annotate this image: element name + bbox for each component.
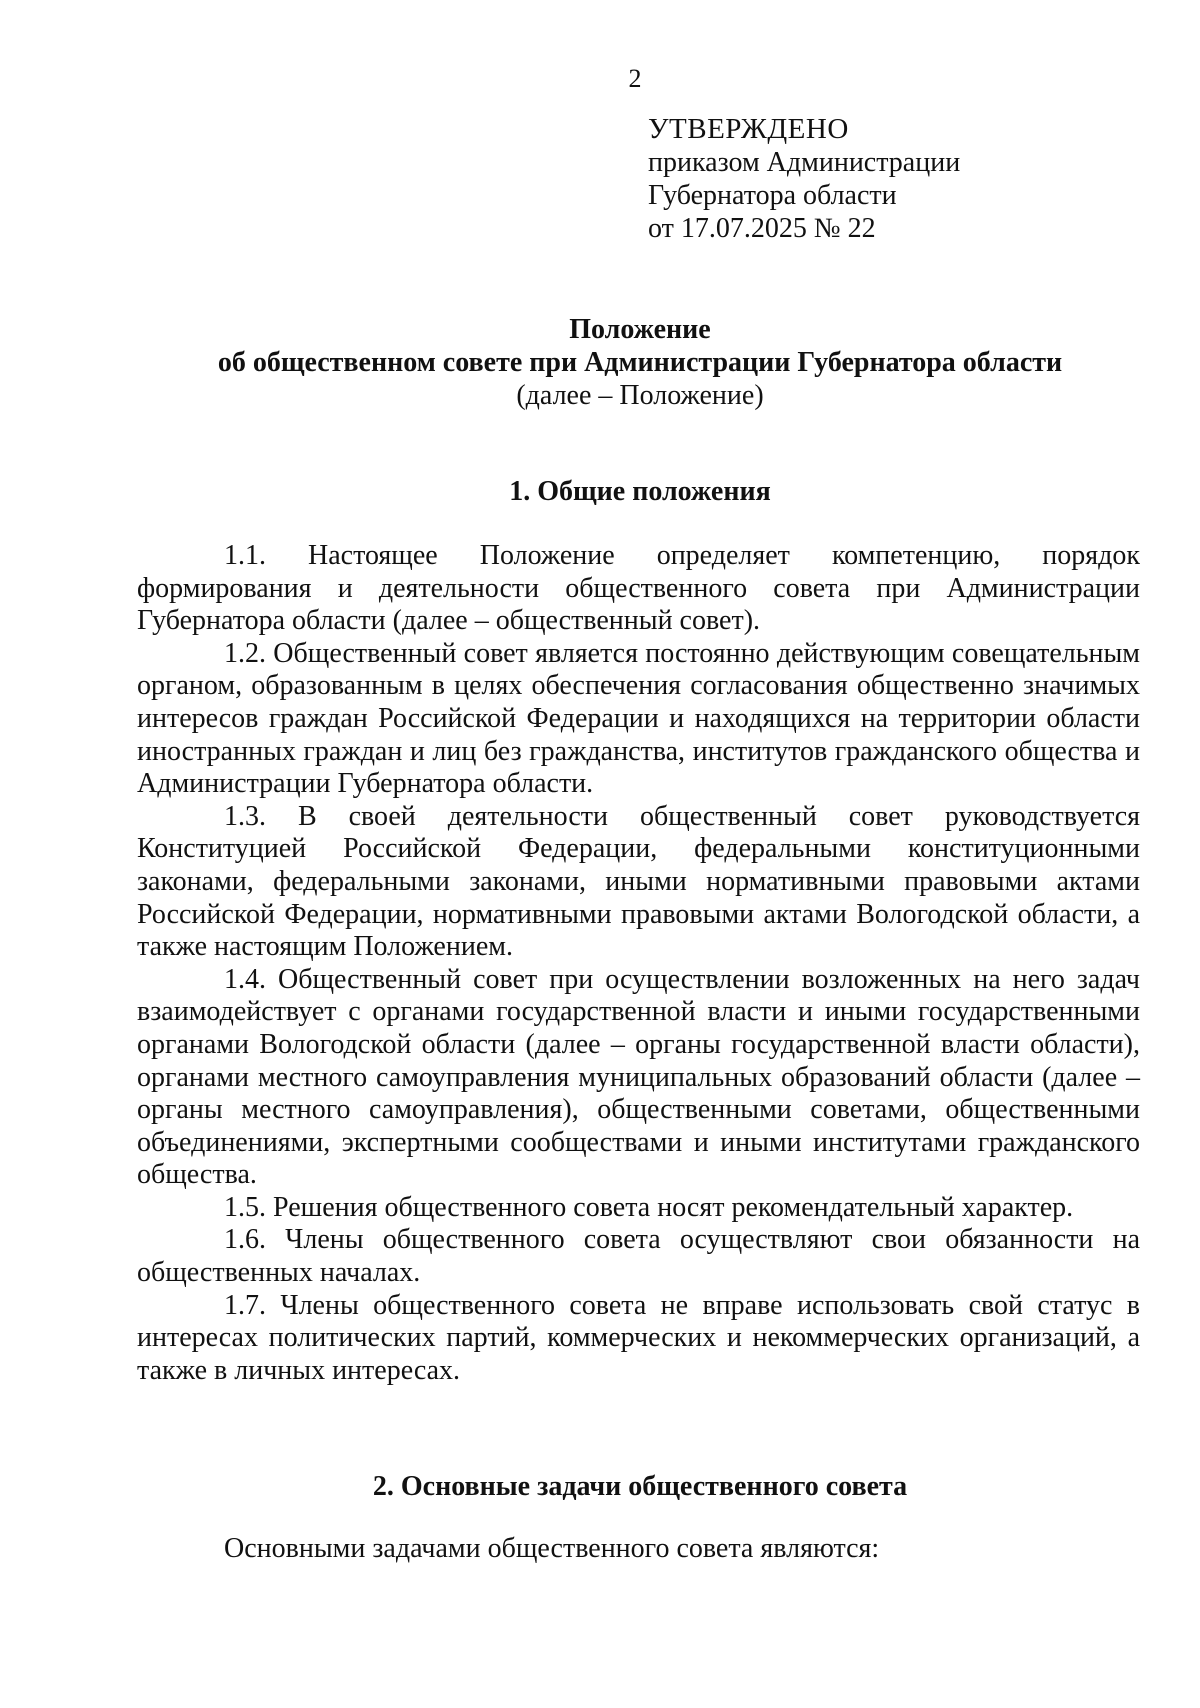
approval-heading: УТВЕРЖДЕНО: [648, 113, 849, 145]
paragraph-1-4: 1.4. Общественный совет при осуществлении возложенных на него задач взаимодействует с органами государственной власти и иными государственными органами Вологодской области (далее – органы государственной власти области), органами местного самоуправления муниципальных образований области (далее – органы местного самоуправления), общественными советами, общественными объединениями, экспертными сообществами и иными институтами гражданского общества.: [137, 963, 1140, 1191]
approval-stamp-block: [648, 113, 960, 245]
paragraph-1-3: 1.3. В своей деятельности общественный совет руководствуется Конституцией Российской Федерации, федеральными конституционными законами, федеральными законами, иными нормативными правовыми актами Российской Федерации, нормативными правовыми актами Вологодской области, а также настоящим Положением.: [137, 800, 1140, 963]
paragraph-1-1: 1.1. Настоящее Положение определяет компетенцию, порядок формирования и деятельности общественного совета при Администрации Губернатора области (далее – общественный совет).: [137, 540, 1140, 637]
paragraph-1-5: 1.5. Решения общественного совета носят рекомендательный характер.: [224, 1191, 1074, 1223]
document-title: [130, 313, 1150, 412]
section-1-heading: 1. Общие положения: [509, 476, 771, 507]
section-1-body: [137, 540, 1140, 1387]
approval-authority-line: Губернатора области: [648, 180, 897, 211]
approval-date-line: от 17.07.2025 № 22: [648, 213, 876, 244]
title-main: Положение: [569, 314, 711, 345]
title-subject: об общественном совете при Администрации Губернатора области: [217, 347, 1063, 378]
section-2-intro: Основными задачами общественного совета являются:: [224, 1533, 880, 1564]
paragraph-1-6: 1.6. Члены общественного совета осуществляют свои обязанности на общественных началах.: [137, 1224, 1140, 1289]
section-2-heading: 2. Основные задачи общественного совета: [372, 1471, 908, 1502]
paragraph-1-2: 1.2. Общественный совет является постоянно действующим совещательным органом, образованным в целях обеспечения согласования общественно значимых интересов граждан Российской Федерации и находящихся на территории области иностранных граждан и лиц без гражданства, институтов гражданского общества и Администрации Губернатора области.: [137, 637, 1140, 800]
title-abbreviation: (далее – Положение): [516, 380, 764, 411]
approval-order-line: приказом Администрации: [648, 147, 961, 178]
paragraph-1-7: 1.7. Члены общественного совета не вправе использовать свой статус в интересах политических партий, коммерческих и некоммерческих организаций, а также в личных интересах.: [137, 1289, 1140, 1386]
page-number: 2: [628, 64, 642, 93]
